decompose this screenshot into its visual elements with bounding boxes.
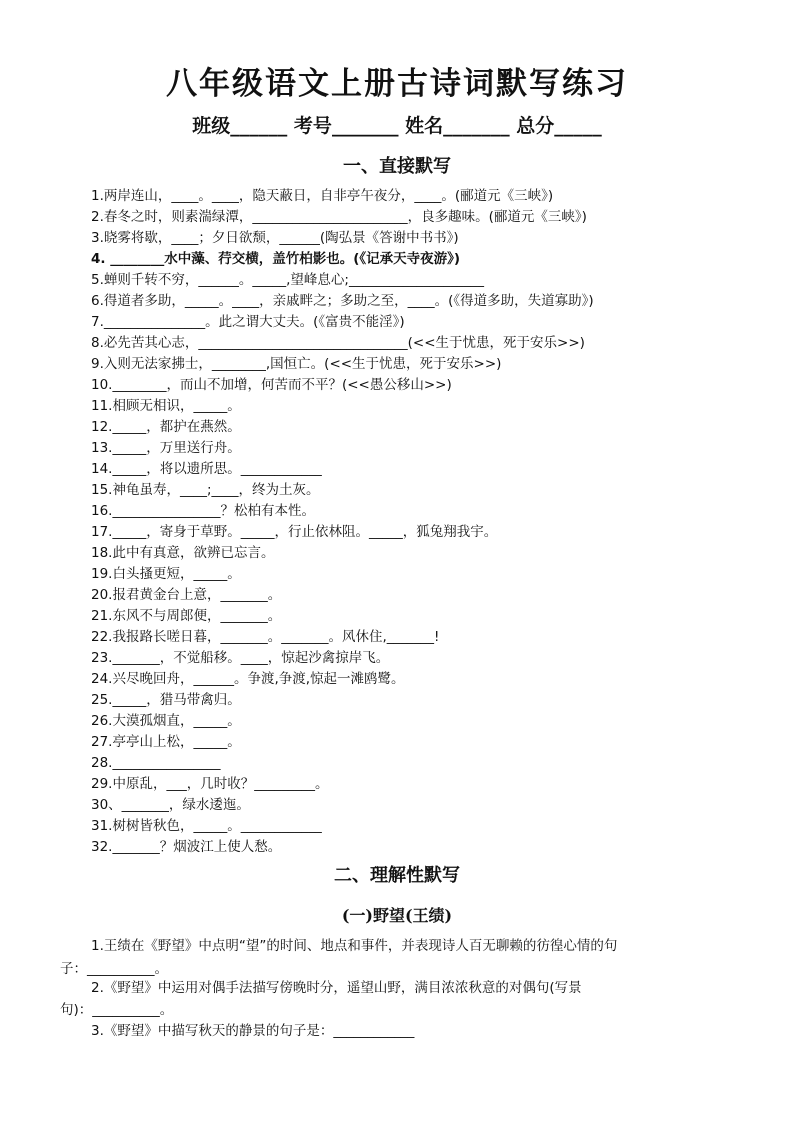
question-5: 5.蝉则千转不穷，______。_____,望峰息心;____________________ <box>91 272 484 288</box>
question-29: 29.中原乱，___，几时收？_________。 <box>91 776 329 792</box>
question-12: 12._____，都护在燕然。 <box>91 419 241 435</box>
section-1-title: 一、直接默写 <box>343 156 451 177</box>
comprehension-q1-line1: 1.王绩在《野望》中点明“望”的时间、地点和事件，并表现诗人百无聊赖的彷徨心情的句 <box>91 938 618 954</box>
question-26: 26.大漠孤烟直，_____。 <box>91 713 241 729</box>
comprehension-q2-line1: 2.《野望》中运用对偶手法描写傍晚时分，遥望山野，满目浓浓秋意的对偶句(写景 <box>91 980 582 996</box>
question-16: 16.________________？松柏有本性。 <box>91 503 315 519</box>
question-4: 4. ________水中藻、荇交横，盖竹柏影也。(《记承天寺夜游》) <box>91 251 461 267</box>
class-label: 班级 <box>192 115 231 137</box>
exam-number-blank: _______ <box>331 115 399 137</box>
question-18: 18.此中有真意，欲辨已忘言。 <box>91 545 275 561</box>
question-27: 27.亭亭山上松，_____。 <box>91 734 241 750</box>
subsection-title: (一)野望(王绩) <box>341 906 453 925</box>
class-blank: ______ <box>230 115 288 137</box>
question-28: 28.________________ <box>91 755 221 771</box>
question-19: 19.白头搔更短，_____。 <box>91 566 241 582</box>
question-30: 30、_______，绿水逶迤。 <box>91 797 250 813</box>
question-25: 25._____，猎马带禽归。 <box>91 692 241 708</box>
question-7: 7._______________。此之谓大丈夫。(《富贵不能淫》) <box>91 314 405 330</box>
question-32: 32._______？烟波江上使人愁。 <box>91 839 282 855</box>
section-2-title: 二、理解性默写 <box>334 865 460 886</box>
question-10: 10.________，而山不加增，何苦而不平？(<<愚公移山>>) <box>91 377 452 393</box>
name-label: 姓名 <box>405 115 444 137</box>
question-22: 22.我报路长嗟日暮，_______。_______。风休住,_______! <box>91 629 440 645</box>
question-31: 31.树树皆秋色，_____。____________ <box>91 818 322 834</box>
question-1: 1.两岸连山，____。____，隐天蔽日，自非亭午夜分，____。(郦道元《三峡》) <box>91 188 554 204</box>
page-title: 八年级语文上册古诗词默写练习 <box>166 66 628 102</box>
total-score-label: 总分 <box>516 115 555 137</box>
question-8: 8.必先苦其心志，_______________________________(<<生于忧患，死于安乐>>) <box>91 335 585 351</box>
question-23: 23._______，不觉船移。____，惊起沙禽掠岸飞。 <box>91 650 390 666</box>
name-blank: _______ <box>443 115 510 137</box>
student-info-row <box>0 111 794 138</box>
question-9: 9.入则无法家拂士，________,国恒亡。(<<生于忧患，死于安乐>>) <box>91 356 502 372</box>
question-14: 14._____，将以遗所思。____________ <box>91 461 322 477</box>
exam-number-label: 考号 <box>293 115 332 137</box>
question-20: 20.报君黄金台上意，_______。 <box>91 587 282 603</box>
comprehension-q1-line2: 子：__________。 <box>60 961 168 977</box>
question-15: 15.神龟虽寿，____;____，终为土灰。 <box>91 482 320 498</box>
question-11: 11.相顾无相识，_____。 <box>91 398 241 414</box>
total-score-blank: _____ <box>554 115 602 137</box>
question-6: 6.得道者多助，_____。____，亲戚畔之；多助之至，____。(《得道多助，失道寡助》) <box>91 293 594 309</box>
question-21: 21.东风不与周郎便，_______。 <box>91 608 282 624</box>
question-3: 3.晓雾将歇，____；夕日欲颓，______(陶弘景《答谢中书书》) <box>91 230 459 246</box>
question-13: 13._____，万里送行舟。 <box>91 440 241 456</box>
question-17: 17._____，寄身于草野。_____，行止依林阻。_____，狐兔翔我宇。 <box>91 524 498 540</box>
comprehension-q2-line2: 句)：__________。 <box>60 1002 174 1018</box>
question-2: 2.春冬之时，则素湍绿潭，_______________________，良多趣味。(郦道元《三峡》) <box>91 209 587 225</box>
comprehension-q3: 3.《野望》中描写秋天的静景的句子是：____________ <box>91 1023 415 1039</box>
question-24: 24.兴尽晚回舟，______。争渡,争渡,惊起一滩鸥鹭。 <box>91 671 405 687</box>
